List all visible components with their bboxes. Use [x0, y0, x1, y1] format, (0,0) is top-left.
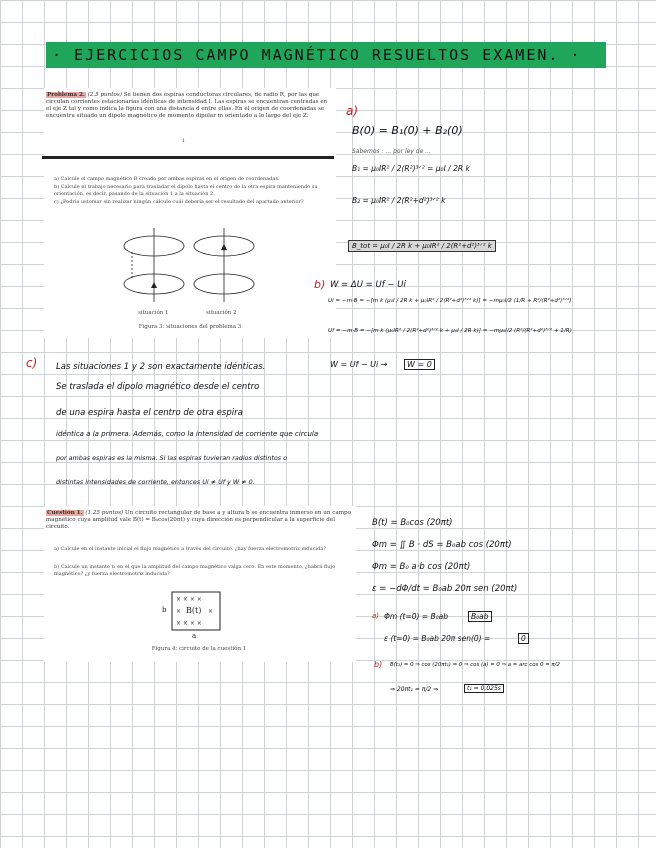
c1-b2: ⇒ 20πt₁ = π/2 ⇒: [390, 686, 439, 693]
solution-c-line: idéntica a la primera. Además, como la intensidad de corriente que circula: [56, 430, 319, 438]
solution-b-eq4: W = Uf − Ui →: [330, 360, 388, 369]
problem-2-points: (2.5 puntos): [87, 92, 122, 98]
solution-b-eq3: Uf = −m·B = −[m k (μ₀IR² / 2(R²+d²)³ᐟ² k + μ₀I / 2R k)] = −mμ₀I/2 (R²/(R²+d²)³ᐟ² + 1/R): [328, 328, 572, 334]
cuestion-1-points: (1.25 puntos): [85, 510, 124, 516]
solution-a-result: B_tot = μ₀I / 2R k + μ₀IR² / 2(R²+d²)³ᐟ² k: [348, 240, 496, 252]
c1-eq4: ε = −dΦ/dt = B₀ab 20π sen (20πt): [372, 584, 518, 594]
c1-a-label: a): [372, 612, 380, 620]
c1-a2: ε (t=0) = B₀ab 20π sen(0) =: [384, 634, 491, 643]
solution-b-result: W = 0: [404, 359, 435, 370]
solution-c-line: Las situaciones 1 y 2 son exactamente idénticas.: [56, 362, 266, 372]
solution-c-line: de una espira hasta el centro de otra espira: [56, 408, 243, 418]
cuestion-1-text: [46, 510, 352, 531]
figure-height-label: b: [162, 606, 167, 614]
figure-width-label: a: [192, 632, 197, 640]
c1-eq1: B(t) = B₀cos (20πt): [372, 518, 453, 528]
solution-a-eq2: B₁ = μ₀IR² / 2(R²)³ᐟ² = μ₀I / 2R k: [352, 164, 470, 173]
solution-b-eq1: W = ΔU = Uf − Ui: [330, 280, 406, 290]
figure-4-caption: Figura 4: circuito de la cuestión 1: [151, 646, 247, 652]
question-2a: a) Calcule el campo magnético B creado por ambas espiras en el origen de coordenadas.: [54, 176, 280, 182]
figure-3-caption: Figura 3: situaciones del problema 3: [138, 324, 242, 330]
problem-2-body: Se tienen dos espiras conductoras circulares, de radio R, por las que circulan corrientes estacionarias idénticas de intensidad I. Las espiras se encuentran centradas en el eje Z tal y como indica la figura con una distancia d entre ellas. En el origen de coordenadas se encuentra situado un dipolo magnético de momento dipolar m orientado a lo largo del eje Z.: [46, 92, 328, 119]
figure-label-situation-2: situación 2: [206, 310, 237, 316]
svg-text:×: ×: [208, 608, 214, 615]
page-divider: [42, 156, 334, 159]
c1-a2-result: 0: [518, 633, 529, 644]
solution-b-label: b): [314, 278, 326, 291]
svg-text:×: ×: [176, 608, 182, 615]
solution-b-eq2: Ui = −m·B = −[m k (μ₀I / 2R k + μ₀IR² / 2(R²+d²)³ᐟ² k)] = −mμ₀I/2 (1/R + R²/(R²+d²)³ᐟ²): [328, 298, 572, 304]
c1-b1: B(t₁) = 0 ⇒ cos (20πt₁) = 0 ⇒ cos (a) = 0 ⇒ a = arc cos 0 = π/2: [390, 662, 560, 668]
c1-a1-result: B₀ab: [468, 611, 492, 622]
question-2b: b) Calcule el trabajo necesario para trasladar el dipolo hasta el centro de la otra espira manteniendo su orientación, es decir, pasando de la situación 1 a la situación 2.: [54, 184, 318, 197]
c1-eq2: Φm = ∬ B · dS = B₀ab cos (20πt): [372, 540, 512, 550]
cuestion-1-statement: [44, 506, 356, 662]
problem-2-text: [46, 92, 332, 120]
c1-eq3: Φm = B₀ a·b cos (20πt): [372, 562, 471, 572]
question-2c: c) ¿Podría ustomar sin realizar ningún cálculo cuál debería ser el resultado del apartado anterior?: [54, 199, 304, 205]
solution-c-line: Se traslada el dipolo magnético desde el centro: [56, 382, 260, 392]
solution-c-line: distintas intensidades de corriente, entonces Ui ≠ Uf y W ≠ 0.: [56, 478, 255, 486]
cuestion-1-label: Cuestión 1.: [47, 510, 83, 516]
solution-a-eq3: B₂ = μ₀IR² / 2(R²+d²)³ᐟ² k: [352, 196, 446, 205]
question-1a: a) Calcule en el instante inicial el flujo magnético a través del circuito. ¿hay fuerza electromotriz inducida?: [54, 546, 326, 552]
problem-2-statement: [44, 88, 336, 338]
solution-a-eq1: B(0) = B₁(0) + B₂(0): [352, 124, 463, 137]
cuestion-1-body: Un circuito rectangular de base a y altura b se encuentra inmerso en un campo magnético cuya amplitud vale B(t) = B₀cos(20πt) y cuya dirección es perpendicular a la superficie del circuito.: [46, 510, 352, 530]
solution-c-line: por ambas espiras es la misma. Si las espiras tuvieran radios distintos o: [56, 454, 288, 462]
question-1b: b) Calcule un instante t₁ en el que la amplitud del campo magnético valga cero. En este momento, ¿habrá flujo magnético? ¿y fuerza electromotriz inducida?: [54, 564, 336, 577]
page-number: 1: [182, 138, 186, 144]
solution-a-label: a): [346, 104, 359, 118]
solution-c-label: c): [26, 356, 38, 370]
c1-b2-result: t₁ = 0,025s: [464, 684, 504, 693]
svg-text:× × × ×: × × × ×: [176, 620, 202, 627]
svg-text:× × × ×: × × × ×: [176, 596, 202, 603]
c1-a1: Φm (t=0) = B₀ab: [384, 612, 449, 621]
problem-2-label: Problema 2.: [47, 92, 85, 98]
solution-a-note: Sabemos : ... por ley de ...: [352, 148, 431, 155]
figure-field-label: B(t): [186, 606, 202, 615]
title-banner: · EJERCICIOS CAMPO MAGNÉTICO RESUELTOS EXAMEN. ·: [46, 42, 606, 68]
figure-label-situation-1: situación 1: [138, 310, 169, 316]
c1-b-label: b): [374, 660, 383, 669]
figure-loops-diagram: [118, 224, 258, 308]
